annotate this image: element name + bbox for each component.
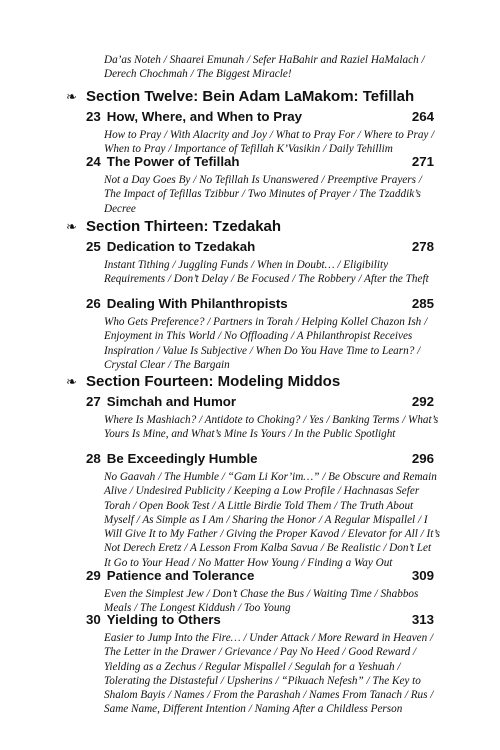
chapter-entry [86, 568, 434, 616]
chapter-page-number: 313 [411, 612, 434, 627]
chapter-heading [86, 451, 434, 467]
chapter-number: 24 [86, 154, 101, 169]
chapter-number: 28 [86, 451, 101, 466]
chapter-entry [86, 394, 439, 442]
section-heading [66, 373, 340, 391]
chapter-number: 30 [86, 612, 101, 627]
chapter-title: The Power of Tefillah [106, 154, 240, 169]
chapter-topics: Instant Tithing / Juggling Funds / When in Doubt… / Eligibility Requirements / Don’t Delay / Be Focused / The Robbery / After the Theft [104, 259, 429, 286]
section-heading [66, 88, 414, 106]
chapter-heading [86, 154, 434, 170]
chapter-heading [86, 394, 434, 410]
chapter-topics: Easier to Jump Into the Fire… / Under Attack / More Reward in Heaven / The Letter in the Drawer / Grievance / Pay No Heed / Good Reward / Yielding as a Zechus / Regular Mispallel / Segulah for a Yeshuah / Tolerating the Distasteful / Upsherins / “Pikuach Nefesh” / The Key to Shalom Bayis / Names / From the Parashah / Names From Tanach / Rus / Same Name, Different Intention / Naming After a Childless Person [104, 632, 434, 716]
chapter-entry [86, 109, 434, 157]
section-heading [66, 218, 281, 236]
continued-chapter-topics: Da’as Noteh / Shaarei Emunah / Sefer HaBahir and Raziel HaMalach / Derech Chochmah / The Biggest Miracle! [104, 54, 425, 81]
chapter-title: Simchah and Humor [106, 394, 237, 409]
chapter-number: 27 [86, 394, 101, 409]
chapter-page-number: 309 [411, 568, 434, 583]
chapter-topics: Even the Simplest Jew / Don’t Chase the Bus / Waiting Time / Shabbos Meals / The Longest Kiddush / Too Young [104, 588, 419, 615]
section-title: Section Thirteen: Tzedakah [86, 218, 282, 235]
section-title: Section Twelve: Bein Adam LaMakom: Tefillah [86, 88, 415, 105]
section-title: Section Fourteen: Modeling Middos [86, 373, 341, 390]
chapter-topics: Where Is Mashiach? / Antidote to Choking? / Yes / Banking Terms / What’s Yours Is Mine, and What’s Mine Is Yours / In the Public Spotlight [104, 414, 439, 441]
chapter-entry [86, 154, 434, 216]
leaf-ornament-icon: ❧ [66, 219, 77, 234]
chapter-title: Dealing With Philanthropists [106, 296, 288, 311]
chapter-entry [86, 239, 434, 287]
chapter-title: Be Exceedingly Humble [106, 451, 258, 466]
chapter-topics: No Gaavah / The Humble / “Gam Li Kor’im…” / Be Obscure and Remain Alive / Undesired Publicity / Keeping a Low Profile / Hachnasas Sefer Torah / Open Book Test / A Little Birdie Told Them / The Truth About Myself / As Simple as I Am / Sharing the Honor / A Regular Mispallel / I Will Give It to My Father / Giving the Proper Kavod / Elevator for All / It’s Not Derech Eretz / A Lesson From Kalba Savua / Be Realistic / Don’t Let It Go to Your Head / No Matter How Young / Finding a Way Out [104, 471, 440, 569]
chapter-title: Yielding to Others [106, 612, 221, 627]
chapter-entry [86, 612, 434, 717]
chapter-topics: Not a Day Goes By / No Tefillah Is Unanswered / Preemptive Prayers / The Impact of Tefillas Tzibbur / Two Minutes of Prayer / The Tzaddik’s Decree [104, 174, 422, 215]
chapter-topics: How to Pray / With Alacrity and Joy / What to Pray For / Where to Pray / When to Pray / Importance of Tefillah K’Vasikin / Daily Tehillim [104, 129, 435, 156]
chapter-page-number: 271 [411, 154, 434, 169]
chapter-entry [86, 451, 440, 570]
chapter-heading [86, 568, 434, 584]
chapter-heading [86, 612, 434, 628]
chapter-heading [86, 239, 434, 255]
chapter-title: Patience and Tolerance [106, 568, 255, 583]
chapter-number: 25 [86, 239, 101, 254]
chapter-heading [86, 109, 434, 125]
leaf-ornament-icon: ❧ [66, 89, 77, 104]
chapter-page-number: 285 [411, 296, 434, 311]
chapter-title: Dedication to Tzedakah [106, 239, 256, 254]
chapter-number: 26 [86, 296, 101, 311]
chapter-page-number: 296 [411, 451, 434, 466]
chapter-number: 23 [86, 109, 101, 124]
chapter-number: 29 [86, 568, 101, 583]
chapter-entry [86, 296, 434, 372]
chapter-heading [86, 296, 434, 312]
leaf-ornament-icon: ❧ [66, 374, 77, 389]
chapter-page-number: 264 [411, 109, 434, 124]
chapter-page-number: 292 [411, 394, 434, 409]
chapter-title: How, Where, and When to Pray [106, 109, 303, 124]
chapter-topics: Who Gets Preference? / Partners in Torah / Helping Kollel Chazon Ish / Enjoyment in This World / No Offloading / A Philanthropist Receives Inspiration / Value Is Subjective / When Do You Have Time to Learn? / Crystal Clear / The Bargain [104, 316, 428, 371]
chapter-page-number: 278 [411, 239, 434, 254]
